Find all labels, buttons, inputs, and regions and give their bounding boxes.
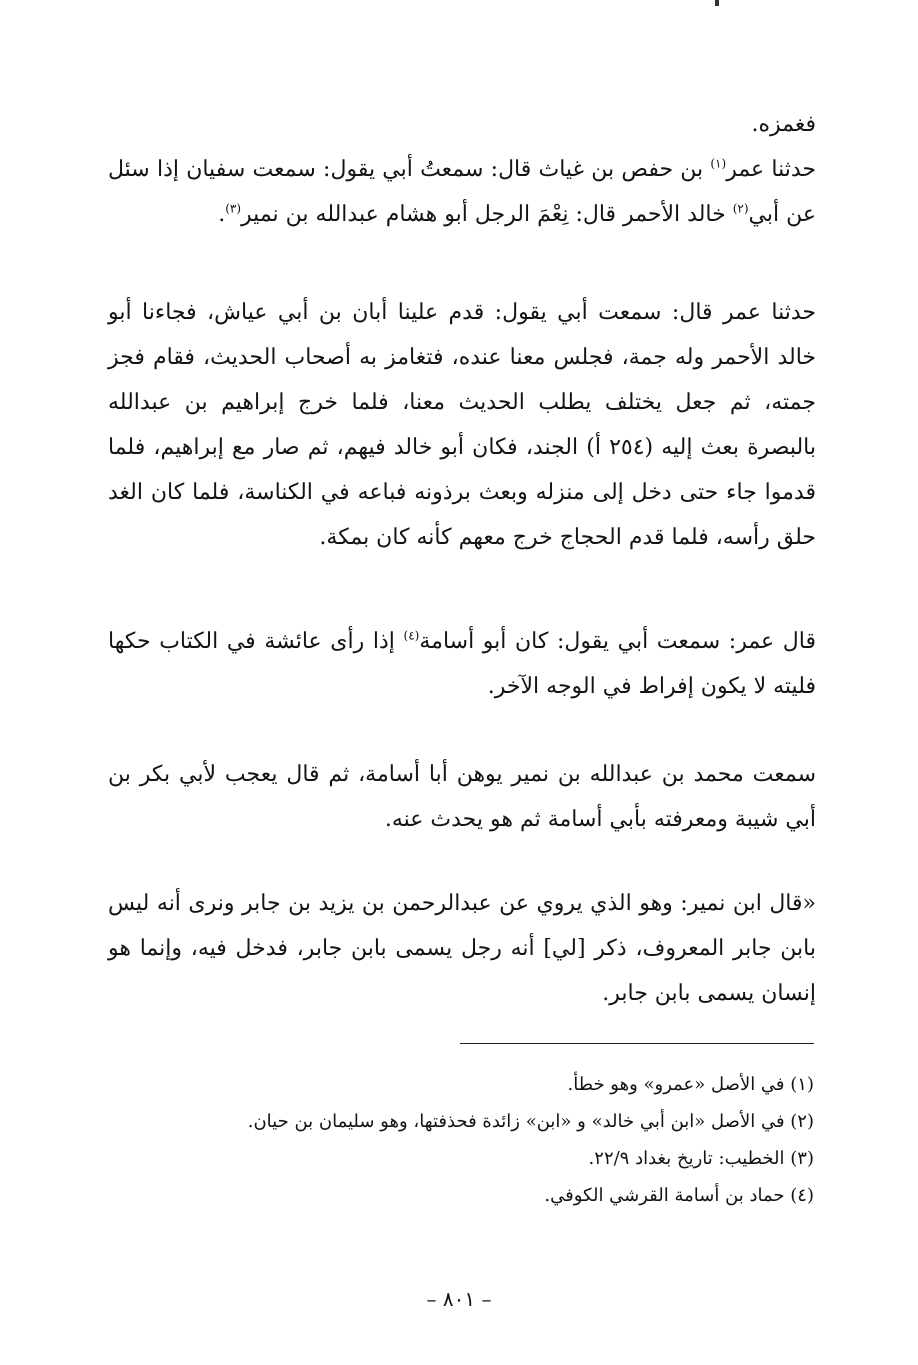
footnote-separator xyxy=(460,1043,814,1044)
footnote-ref-3: (٣) xyxy=(225,201,242,216)
footnote-3: (٣) الخطيب: تاريخ بغداد ٢٢/٩. xyxy=(588,1148,814,1169)
footnote-2: (٢) في الأصل «ابن أبي خالد» و «ابن» زائدة فحذفتها، وهو سليمان بن حيان. xyxy=(247,1111,814,1132)
footnote-ref-4: (٤) xyxy=(403,628,420,643)
paragraph-4: قال عمر: سمعت أبي يقول: كان أبو أسامة$^{(٤)}$ إذا رأى عائشة في الكتاب حكها فليته لا يكون إفراط في الوجه الآخر. xyxy=(108,628,816,699)
paragraph-continuation: فغمزه. xyxy=(751,112,816,137)
page-number: – ٨٠١ – xyxy=(426,1287,492,1311)
paragraph-5: سمعت محمد بن عبدالله بن نمير يوهن أبا أسامة، ثم قال يعجب لأبي بكر بن أبي شيبة ومعرفته بأبي أسامة ثم هو يحدث عنه. xyxy=(108,762,816,832)
paragraph-6: «قال ابن نمير: وهو الذي يروي عن عبدالرحمن بن يزيد بن جابر ونرى أنه ليس بابن جابر المعروف، ذكر [لي] أنه رجل يسمى بابن جابر، فدخل فيه، وإنما هو إنسان يسمى بابن جابر. xyxy=(108,891,816,1006)
scan-speck xyxy=(715,0,719,6)
footnote-ref-1: (١) xyxy=(710,156,727,171)
paragraph-3: حدثنا عمر قال: سمعت أبي يقول: قدم علينا أبان بن أبي عياش، فجاءنا أبو خالد الأحمر وله جمة، فجلس معنا عنده، فتغامز به أصحاب الحديث، فقام فجز جمته، ثم جعل يختلف يطلب الحديث معنا، فلما خرج إبراهيم بن عبدالله بالبصرة بعث إليه (٢٥٤ أ) الجند، فكان أبو خالد فيهم، ثم صار مع إبراهيم، فلما قدموا جاء حتى دخل إلى منزله وبعث برذونه فباعه في الكناسة، فلما كان الغد حلق رأسه، فلما قدم الحجاج خرج معهم كأنه كان بمكة. xyxy=(108,300,817,550)
footnote-ref-2: (٢) xyxy=(732,201,749,216)
paragraph-2: حدثنا عمر$^{(١)}$ بن حفص بن غياث قال: سمعتُ أبي يقول: سمعت سفيان إذا سئل عن أبي$^{(٢)}$ خالد الأحمر قال: نِعْمَ الرجل أبو هشام عبدالله بن نمير$^{(٣)}$. xyxy=(108,156,817,227)
footnote-4: (٤) حماد بن أسامة القرشي الكوفي. xyxy=(544,1185,814,1206)
footnotes-list xyxy=(150,1066,814,1214)
footnote-1: (١) في الأصل «عمرو» وهو خطأ. xyxy=(567,1074,814,1095)
